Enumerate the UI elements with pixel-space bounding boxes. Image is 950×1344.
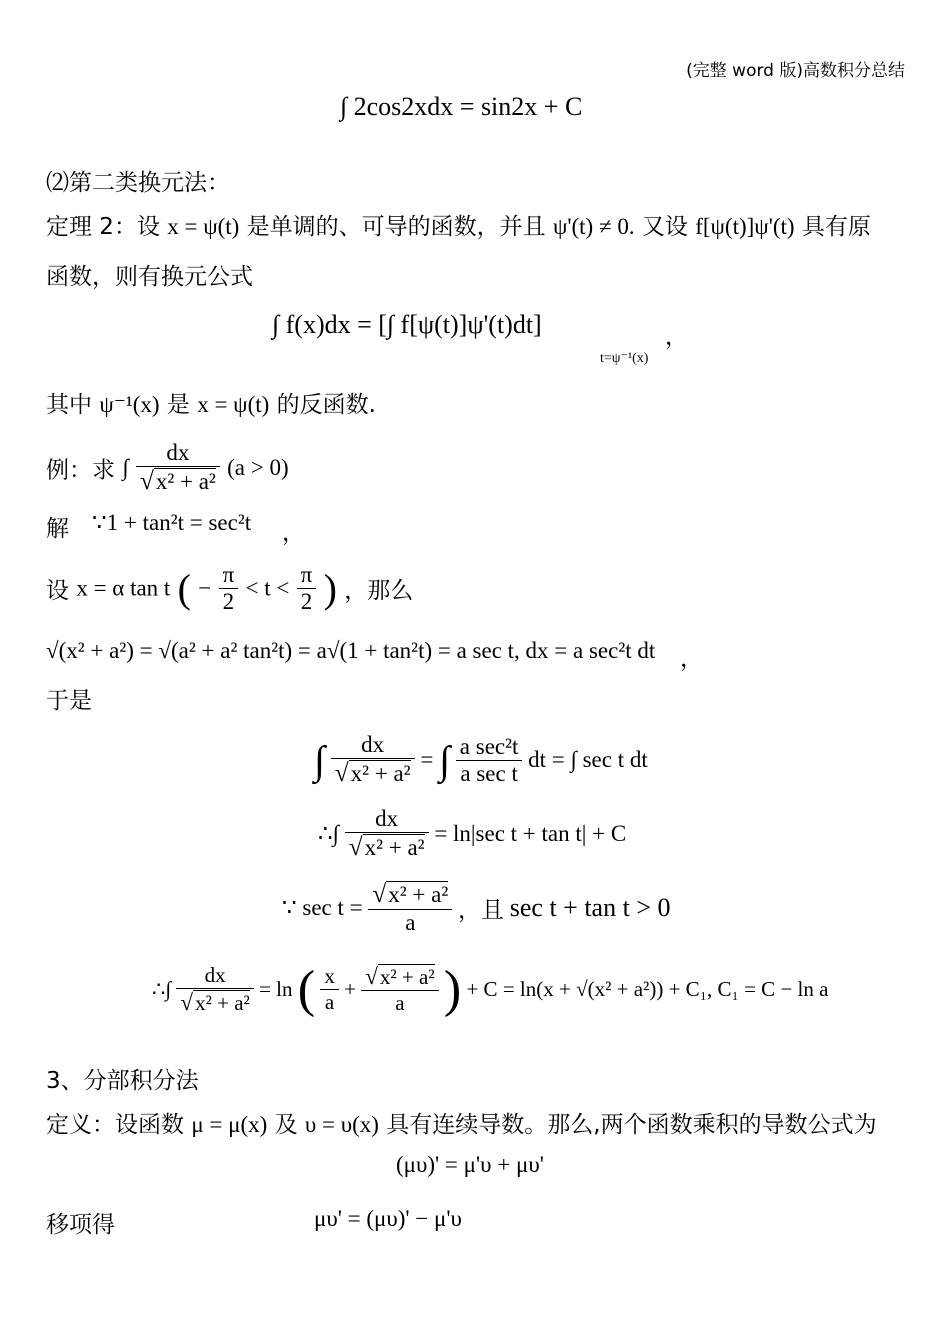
set-two-left: 2	[222, 589, 235, 614]
theorem2-text-b: 是单调的、可导的函数，并且	[246, 214, 546, 240]
int2-num: dx	[345, 806, 429, 833]
section3-heading: 3、分部积分法	[46, 1068, 199, 1094]
int1-mid-num: a sec²t	[456, 734, 523, 761]
int2-frac	[345, 806, 429, 862]
set-then: ，那么	[344, 578, 414, 604]
int1-mid-den: a sec t	[460, 760, 518, 786]
example-integral-sign: ∫	[122, 455, 129, 480]
set-pi-frac-left	[219, 562, 239, 615]
final-paren-left: (	[297, 961, 316, 1018]
int1-lhs-num: dx	[331, 732, 415, 759]
def-text-b: 及	[274, 1112, 298, 1138]
set-line	[46, 562, 413, 615]
since-line	[282, 880, 671, 936]
yushi-label: 于是	[46, 688, 92, 714]
example-fraction	[136, 440, 220, 496]
move-eq: μυ' = (μυ)' − μ'υ	[314, 1206, 462, 1231]
set-minus: −	[198, 575, 212, 601]
int1-lhs-den: x² + a²	[350, 761, 411, 786]
def-eq2: υ = υ(x)	[304, 1112, 379, 1137]
theorem2-eq3: f[ψ(t)]ψ'(t)	[695, 214, 795, 239]
inverse-line	[46, 386, 376, 419]
theorem2-eq2: ψ'(t) ≠ 0.	[552, 214, 635, 239]
final-therefore: ∴∫	[152, 977, 172, 1001]
theorem2-text-a: 定理 2：设	[46, 214, 160, 240]
inverse-text-a: 其中	[46, 392, 92, 418]
inverse-eq1: ψ⁻¹(x)	[99, 392, 160, 417]
since-den: a	[405, 910, 416, 935]
since-lhs: ∵ sec t =	[282, 895, 363, 920]
int2-therefore: ∴∫	[318, 821, 339, 846]
example-label: 例：求	[46, 457, 115, 484]
int1-sign-a: ∫	[314, 737, 325, 783]
example-cond: (a > 0)	[227, 455, 289, 480]
formula-substitution-comma: ，	[665, 324, 688, 350]
final-rhs: + C = ln(x + √(x² + a²)) + C₁, C₁ = C − ln a	[466, 977, 829, 1001]
def-text-a: 定义：设函数	[46, 1112, 184, 1138]
final-x-frac	[320, 964, 339, 1015]
def-text-c: 具有连续导数。那么,两个函数乘积的导数公式为	[386, 1112, 877, 1138]
formula-substitution-subscript: t=ψ⁻¹(x)	[600, 351, 649, 366]
long-equation-comma: ，	[680, 646, 703, 672]
inverse-text-c: 的反函数.	[276, 392, 376, 418]
set-paren-right: )	[323, 566, 337, 611]
int1-eq: =	[420, 747, 434, 772]
final-lhs-den-wrap: √x² + a²	[180, 989, 250, 1015]
since-num-wrap: √x² + a²	[368, 880, 452, 910]
final-lhs-frac	[176, 963, 253, 1016]
solve-comma: ，	[282, 520, 305, 546]
section2-heading: ⑵第二类换元法：	[46, 170, 230, 196]
example-num: dx	[136, 440, 220, 467]
set-lt: < t <	[245, 575, 290, 601]
final-sqrt-num-wrap: √x² + a²	[361, 963, 438, 991]
final-eq: = ln	[259, 977, 293, 1001]
inverse-text-b: 是	[166, 392, 190, 418]
set-eq: x = α tan t	[76, 575, 171, 601]
int2-den-wrap: √x² + a²	[348, 833, 425, 861]
example-den-wrap: √x² + a²	[139, 467, 216, 495]
int2-den: x² + a²	[364, 835, 425, 860]
since-frac	[368, 880, 452, 936]
formula-top: ∫ 2cos2xdx = sin2x + C	[340, 92, 583, 121]
def-eq1: μ = μ(x)	[191, 1112, 268, 1137]
inverse-eq2: x = ψ(t)	[197, 392, 270, 417]
since-and: ，且	[458, 897, 504, 924]
final-a2: a	[395, 991, 405, 1015]
int1-rhs: dt = ∫ sec t dt	[528, 747, 648, 772]
page-header: (完整 word 版)高数积分总结	[686, 61, 905, 81]
set-paren-left: (	[177, 566, 191, 611]
integral-line-2	[318, 806, 626, 862]
int1-lhs-frac	[331, 732, 415, 788]
move-label: 移项得	[46, 1212, 115, 1238]
long-equation: √(x² + a²) = √(a² + a² tan²t) = a√(1 + tan²t) = a sec t, dx = a sec²t dt	[46, 638, 656, 663]
solve-eq: ∵1 + tan²t = sec²t	[92, 510, 252, 535]
example-den: x² + a²	[155, 469, 216, 494]
int2-rhs: = ln|sec t + tan t| + C	[434, 821, 627, 846]
final-plus: +	[344, 977, 356, 1001]
final-paren-right: )	[443, 961, 462, 1018]
final-sqrt-num: x² + a²	[379, 965, 435, 989]
theorem2-text-c: 又设	[641, 214, 688, 240]
theorem2-line1	[46, 208, 871, 241]
set-pi-frac-right	[297, 562, 317, 615]
set-pi-right: π	[297, 562, 317, 589]
set-pi-left: π	[219, 562, 239, 589]
set-two-right: 2	[300, 589, 313, 614]
theorem2-text-d: 具有原	[801, 214, 871, 240]
since-num: x² + a²	[388, 882, 449, 907]
final-x: x	[320, 964, 339, 990]
since-ineq: sec t + tan t > 0	[509, 893, 671, 922]
formula-substitution: ∫ f(x)dx = [∫ f[ψ(t)]ψ'(t)dt]	[272, 310, 542, 339]
theorem2-line2: 函数，则有换元公式	[46, 264, 253, 290]
final-sqrt-frac	[361, 963, 438, 1016]
int1-sign-b: ∫	[439, 737, 451, 783]
final-lhs-den: x² + a²	[195, 991, 250, 1015]
final-a1: a	[324, 990, 335, 1014]
theorem2-eq1: x = ψ(t)	[167, 214, 240, 239]
integral-line-1	[314, 732, 648, 788]
set-label: 设	[46, 578, 69, 604]
final-line	[152, 960, 828, 1019]
solve-label: 解	[46, 516, 69, 542]
int1-lhs-den-wrap: √x² + a²	[334, 759, 411, 787]
int1-mid-frac	[456, 734, 523, 787]
definition-line	[46, 1106, 877, 1139]
example-line	[46, 440, 289, 496]
product-rule: (μυ)' = μ'υ + μυ'	[396, 1152, 544, 1177]
final-lhs-num: dx	[176, 963, 253, 989]
